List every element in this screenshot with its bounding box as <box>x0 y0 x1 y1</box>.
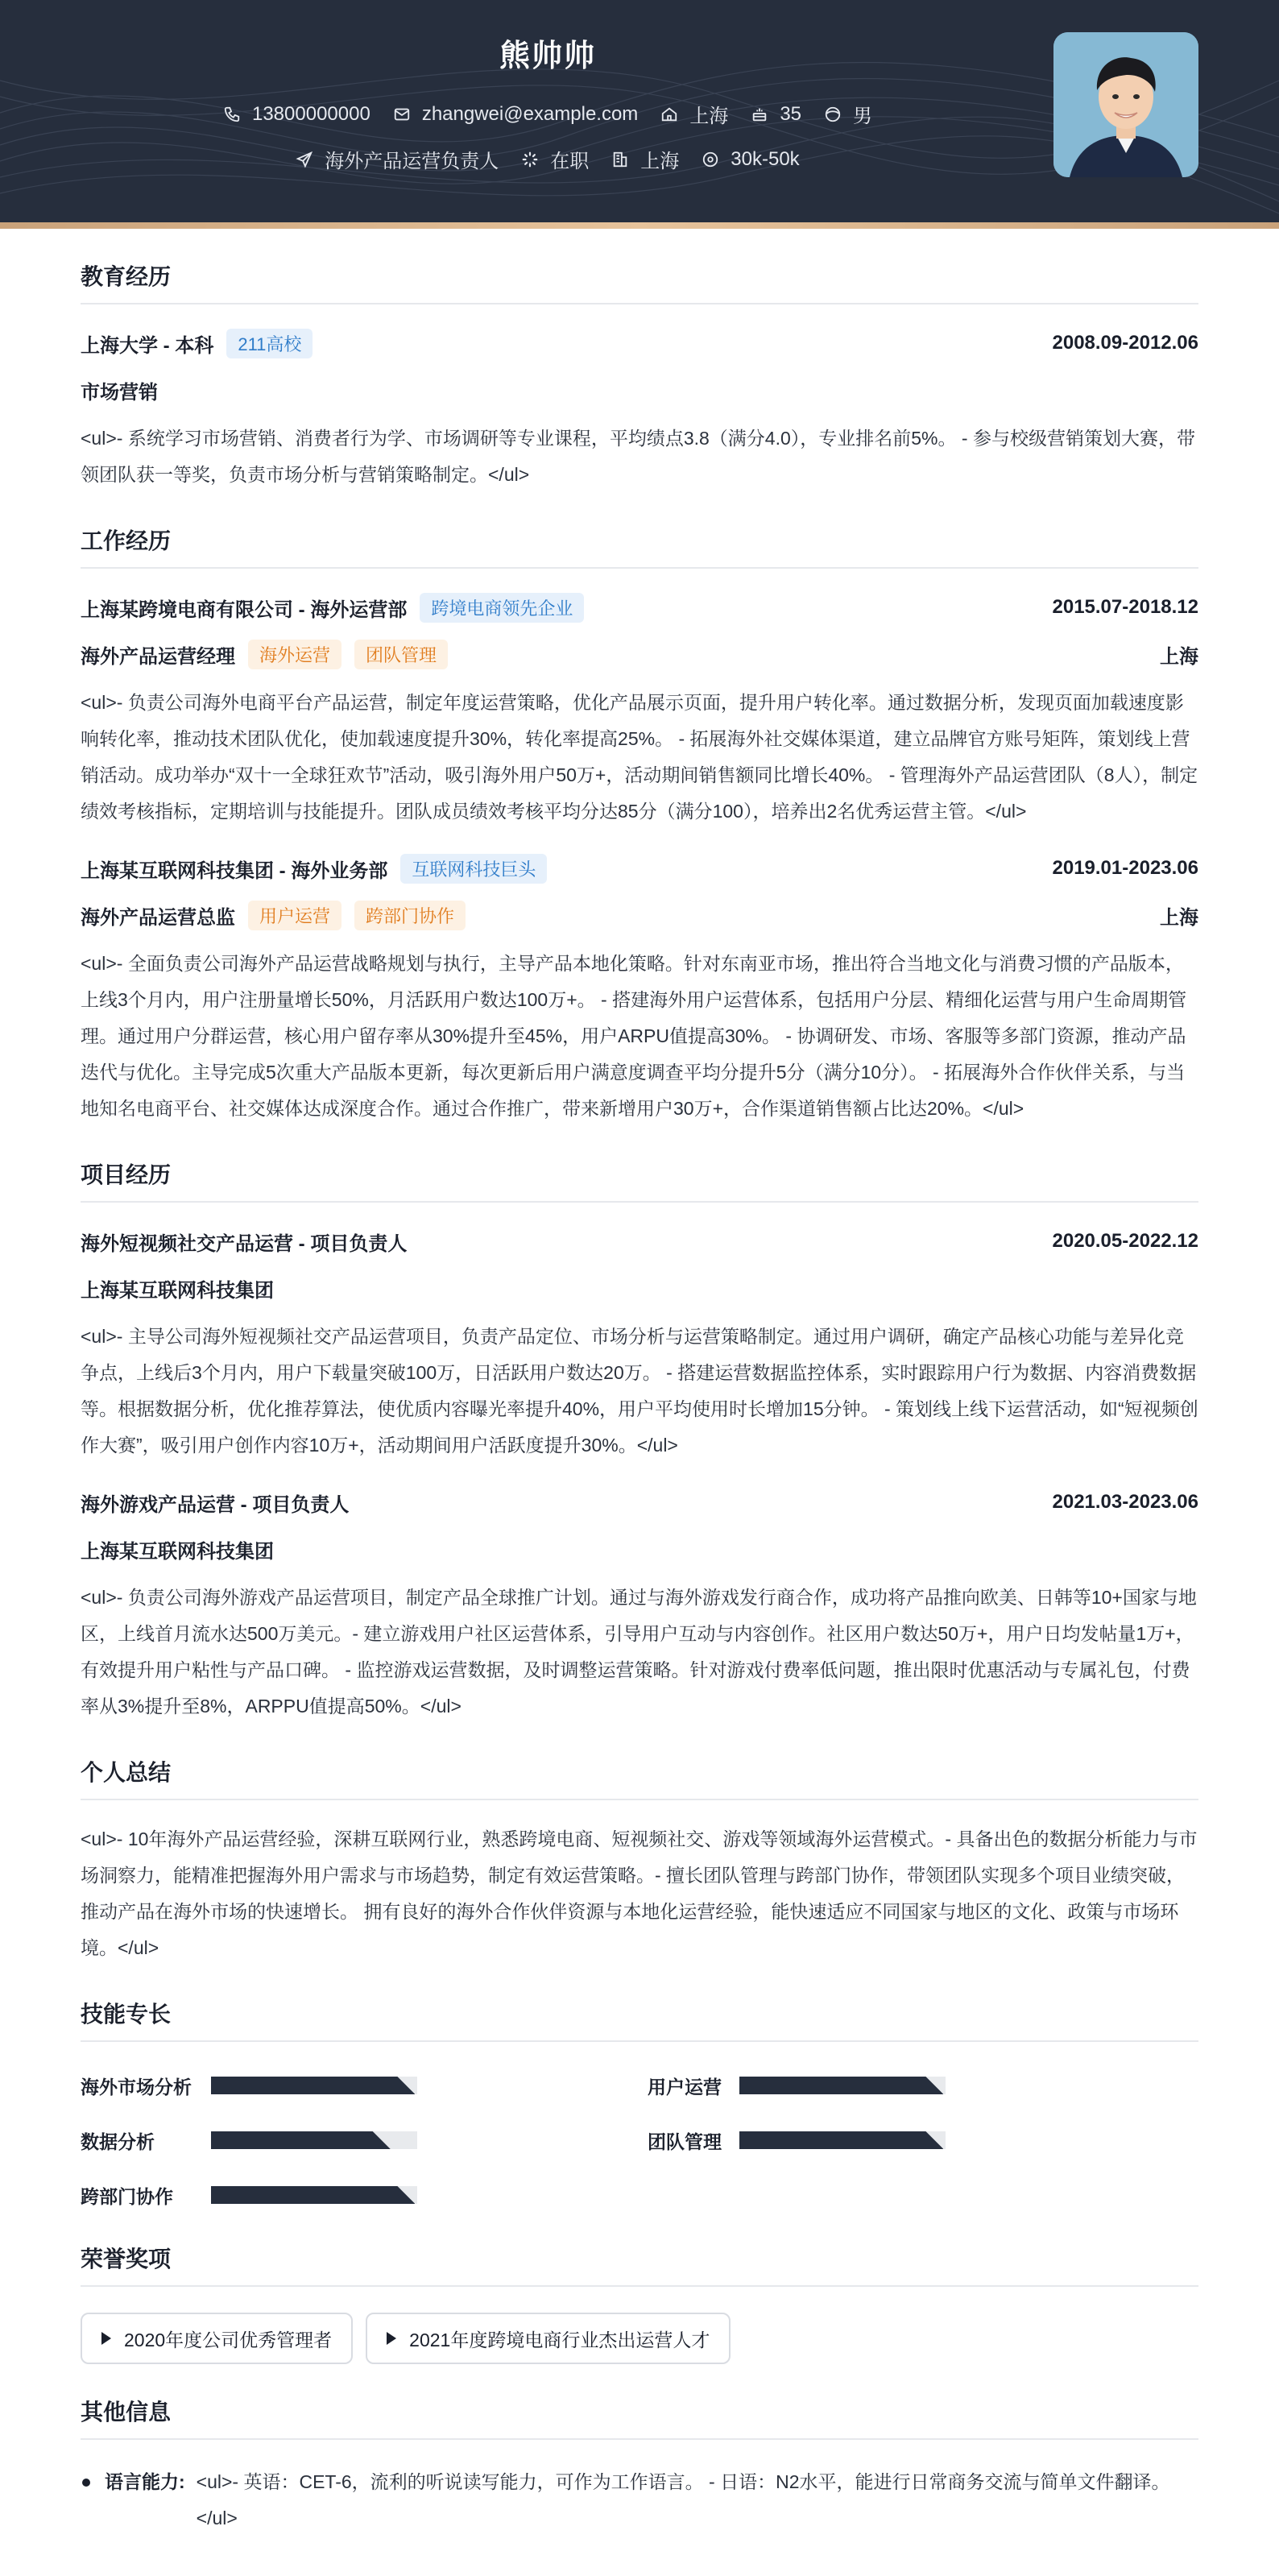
entry-sub <box>81 1272 1198 1304</box>
education-entry <box>81 327 1198 493</box>
skill-name: 跨部门协作 <box>81 2185 173 2207</box>
other-list <box>81 2464 1198 2537</box>
phone-text: 13800000000 <box>251 102 370 125</box>
honor-item <box>81 2313 353 2364</box>
skill-bar-fill <box>211 2186 415 2204</box>
home-icon <box>660 106 678 123</box>
summary-text: <ul>- 10年海外产品运营经验，深耕互联网行业，熟悉跨境电商、短视频社交、游戏等领域海外运营模式。- 具备出色的数据分析能力与市场洞察力，能精准把握海外用户需求与市场趋势，制定有效运营策略。- 擅长团队管理与跨部门协作，带领团队实现多个项目业绩突破，推动产品在海外市场的快速增长。 拥有良好的海外合作伙伴资源与本地化运营经验，能快速适应不同国家与地区的文化、政策与市场环境。</ul> <box>81 1828 1198 1958</box>
education-description: <ul>- 系统学习市场营销、消费者行为学、市场调研等专业课程，平均绩点3.8（满分4.0），专业排名前5%。 - 参与校级营销策划大赛，带领团队获一等奖，负责市场分析与营销策略制定。</ul> <box>81 428 1195 485</box>
project-entry <box>81 1486 1198 1725</box>
section-title: 教育经历 <box>81 259 1198 304</box>
entry-head-left <box>81 854 547 884</box>
mail-icon <box>393 106 411 123</box>
profile-photo <box>1053 32 1198 177</box>
honor-item <box>366 2313 731 2364</box>
target-job-item <box>296 145 499 173</box>
project-name: 海外游戏产品运营 - 项目负责人 <box>81 1493 350 1516</box>
skill-bar-fill <box>739 2131 943 2149</box>
entry-sub-left <box>81 901 466 930</box>
phone-item <box>223 103 370 126</box>
header-accent-bar <box>0 222 1279 229</box>
gender-item <box>824 100 872 128</box>
status-item <box>521 145 589 173</box>
skill-tag: 团队管理 <box>354 640 448 669</box>
school-name: 上海大学 - 本科 <box>81 334 214 357</box>
project-org: 上海某互联网科技集团 <box>81 1540 274 1563</box>
email-text: zhangwei@example.com <box>421 102 639 125</box>
skill-name: 海外市场分析 <box>81 2076 192 2098</box>
target-city-text: 上海 <box>640 151 680 172</box>
bullet-dot-icon <box>82 2479 90 2487</box>
skill-bar-fill <box>211 2077 415 2094</box>
entry-head <box>81 591 1198 623</box>
entry-head <box>81 1225 1198 1257</box>
entry-head <box>81 327 1198 359</box>
salary-text: 30k-50k <box>731 147 800 170</box>
email-item <box>393 103 639 126</box>
education-date: 2008.09-2012.06 <box>1052 332 1198 354</box>
skill-item <box>81 2124 648 2156</box>
skill-bar <box>739 2131 946 2149</box>
project-org: 上海某互联网科技集团 <box>81 1279 274 1302</box>
section-title: 其他信息 <box>81 2395 1198 2440</box>
other-text: <ul>- 英语：CET-6，流利的听说读写能力，可作为工作语言。 - 日语：N2水平，能进行日常商务交流与简单文件翻译。</ul> <box>196 2471 1170 2528</box>
company-tag: 跨境电商领先企业 <box>420 593 584 623</box>
skill-bar-fill <box>211 2131 391 2149</box>
cake-icon <box>751 106 768 123</box>
entry-head <box>81 1486 1198 1518</box>
skill-item <box>81 2179 648 2211</box>
major-name: 市场营销 <box>81 381 158 404</box>
work-description: <ul>- 负责公司海外电商平台产品运营，制定年度运营策略，优化产品展示页面，提升用户转化率。通过数据分析，发现页面加载速度影响转化率，推动技术团队优化，使加载速度提升30%，转化率提高25%。 - 拓展海外社交媒体渠道，建立品牌官方账号矩阵，策划线上营销活动。成功举办“双十一全球狂欢节”活动，吸引海外用户50万+，活动期间销售额同比增长40%。 - 管理海外产品运营团队（8人），制定绩效考核指标，定期培训与技能提升。团队成员绩效考核平均分达85分（满分100），培养出2名优秀运营主管。</ul> <box>81 692 1198 822</box>
section-title: 个人总结 <box>81 1755 1198 1800</box>
skill-bar-fill <box>739 2077 943 2094</box>
phone-icon <box>223 106 241 123</box>
work-entry <box>81 591 1198 830</box>
project-date: 2020.05-2022.12 <box>1052 1230 1198 1252</box>
skills-section <box>81 1997 1198 2211</box>
job-role: 海外产品运营总监 <box>81 906 235 929</box>
skill-name: 数据分析 <box>81 2131 155 2152</box>
candidate-name: 熊帅帅 <box>499 39 596 73</box>
skill-bar <box>211 2186 417 2204</box>
honor-text: 2021年度跨境电商行业杰出运营人才 <box>409 2329 710 2350</box>
section-title: 项目经历 <box>81 1158 1198 1203</box>
location-text: 上海 <box>689 106 729 127</box>
entry-sub <box>81 899 1198 931</box>
skill-bar <box>211 2131 417 2149</box>
loading-icon <box>521 151 539 168</box>
section-title: 荣誉奖项 <box>81 2242 1198 2287</box>
location-item <box>660 100 728 128</box>
project-description: <ul>- 负责公司海外游戏产品运营项目，制定产品全球推广计划。通过与海外游戏发行商合作，成功将产品推向欧美、日韩等10+国家与地区，上线首月流水达500万美元。- 建立游戏用户社区运营体系，引导用户互动与内容创作。社区用户数达50万+，用户日均发帖量1万+，有效提升用户粘性与产品口碑。 - 监控游戏运营数据，及时调整运营策略。针对游戏付费率低问题，推出限时优惠活动与专属礼包，付费率从3%提升至8%，ARPPU值提高50%。</ul> <box>81 1587 1197 1717</box>
triangle-bullet-icon <box>387 2332 396 2345</box>
entry-head-left <box>81 593 584 623</box>
school-tag: 211高校 <box>226 329 313 358</box>
section-title: 工作经历 <box>81 524 1198 569</box>
skill-name: 团队管理 <box>648 2131 722 2152</box>
project-name: 海外短视频社交产品运营 - 项目负责人 <box>81 1232 408 1255</box>
work-date: 2019.01-2023.06 <box>1052 857 1198 879</box>
company-name: 上海某互联网科技集团 - 海外业务部 <box>81 859 388 882</box>
job-role: 海外产品运营经理 <box>81 645 235 668</box>
skill-bar <box>739 2077 946 2094</box>
contact-row <box>0 100 1095 128</box>
work-section <box>81 524 1198 1127</box>
other-item <box>81 2464 1198 2537</box>
avatar-illustration <box>1053 32 1198 177</box>
education-section <box>81 259 1198 493</box>
skill-item <box>648 2124 1198 2156</box>
resume-content <box>81 229 1198 2537</box>
skill-tag: 跨部门协作 <box>354 901 466 930</box>
entry-head <box>81 852 1198 884</box>
skill-item <box>81 2069 648 2102</box>
section-title: 技能专长 <box>81 1997 1198 2042</box>
triangle-bullet-icon <box>101 2332 111 2345</box>
skill-bar <box>211 2077 417 2094</box>
building-icon <box>611 151 629 168</box>
skill-name: 用户运营 <box>648 2076 722 2098</box>
entry-sub <box>81 1533 1198 1565</box>
coin-icon <box>702 151 719 168</box>
status-text: 在职 <box>550 151 590 172</box>
send-icon <box>296 151 313 168</box>
person-face-icon <box>824 106 842 123</box>
company-tag: 互联网科技巨头 <box>400 854 547 884</box>
skill-tag: 海外运营 <box>248 640 341 669</box>
skill-tag: 用户运营 <box>248 901 341 930</box>
age-item <box>751 103 801 126</box>
target-job-text: 海外产品运营负责人 <box>325 151 499 172</box>
project-entry <box>81 1225 1198 1464</box>
entry-sub <box>81 638 1198 670</box>
entry-sub <box>81 374 1198 406</box>
summary-section <box>81 1755 1198 1966</box>
company-name: 上海某跨境电商有限公司 - 海外运营部 <box>81 598 408 621</box>
project-date: 2021.03-2023.06 <box>1052 1491 1198 1513</box>
work-city: 上海 <box>1160 645 1198 668</box>
entry-sub-left <box>81 640 448 669</box>
skill-item <box>648 2069 1198 2102</box>
entry-head-left <box>81 329 313 358</box>
projects-section <box>81 1158 1198 1725</box>
honors-section <box>81 2242 1198 2364</box>
work-entry <box>81 852 1198 1127</box>
other-label: 语言能力: <box>105 2471 185 2492</box>
other-section <box>81 2395 1198 2537</box>
skills-grid <box>81 2069 1198 2211</box>
job-intent-row <box>0 145 1095 173</box>
gender-text: 男 <box>853 106 873 127</box>
honors-list <box>81 2313 1198 2364</box>
resume-header <box>0 0 1279 229</box>
work-description: <ul>- 全面负责公司海外产品运营战略规划与执行，主导产品本地化策略。针对东南亚市场，推出符合当地文化与消费习惯的产品版本，上线3个月内，用户注册量增长50%，月活跃用户数达100万+。 - 搭建海外用户运营体系，包括用户分层、精细化运营与用户生命周期管理。通过用户分群运营，核心用户留存率从30%提升至45%，用户ARPU值提高30%。 - 协调研发、市场、客服等多部门资源，推动产品迭代与优化。主导完成5次重大产品版本更新，每次更新后用户满意度调查平均分提升5分（满分10分）。 - 拓展海外合作伙伴关系，与当地知名电商平台、社交媒体达成深度合作。通过合作推广，带来新增用户30万+，合作渠道销售额占比达20%。</ul> <box>81 953 1187 1119</box>
work-date: 2015.07-2018.12 <box>1052 596 1198 618</box>
honor-text: 2020年度公司优秀管理者 <box>124 2329 333 2350</box>
salary-item <box>702 148 799 171</box>
project-description: <ul>- 主导公司海外短视频社交产品运营项目，负责产品定位、市场分析与运营策略制定。通过用户调研，确定产品核心功能与差异化竞争点，上线后3个月内，用户下载量突破100万，日活跃用户数达20万。 - 搭建运营数据监控体系，实时跟踪用户行为数据、内容消费数据等。根据数据分析，优化推荐算法，使优质内容曝光率提升40%，用户平均使用时长增加15分钟。 - 策划线上线下运营活动，如“短视频创作大赛”，吸引用户创作内容10万+，活动期间用户活跃度提升30%。</ul> <box>81 1326 1198 1456</box>
work-city: 上海 <box>1160 906 1198 929</box>
target-city-item <box>611 145 679 173</box>
age-text: 35 <box>780 102 802 125</box>
